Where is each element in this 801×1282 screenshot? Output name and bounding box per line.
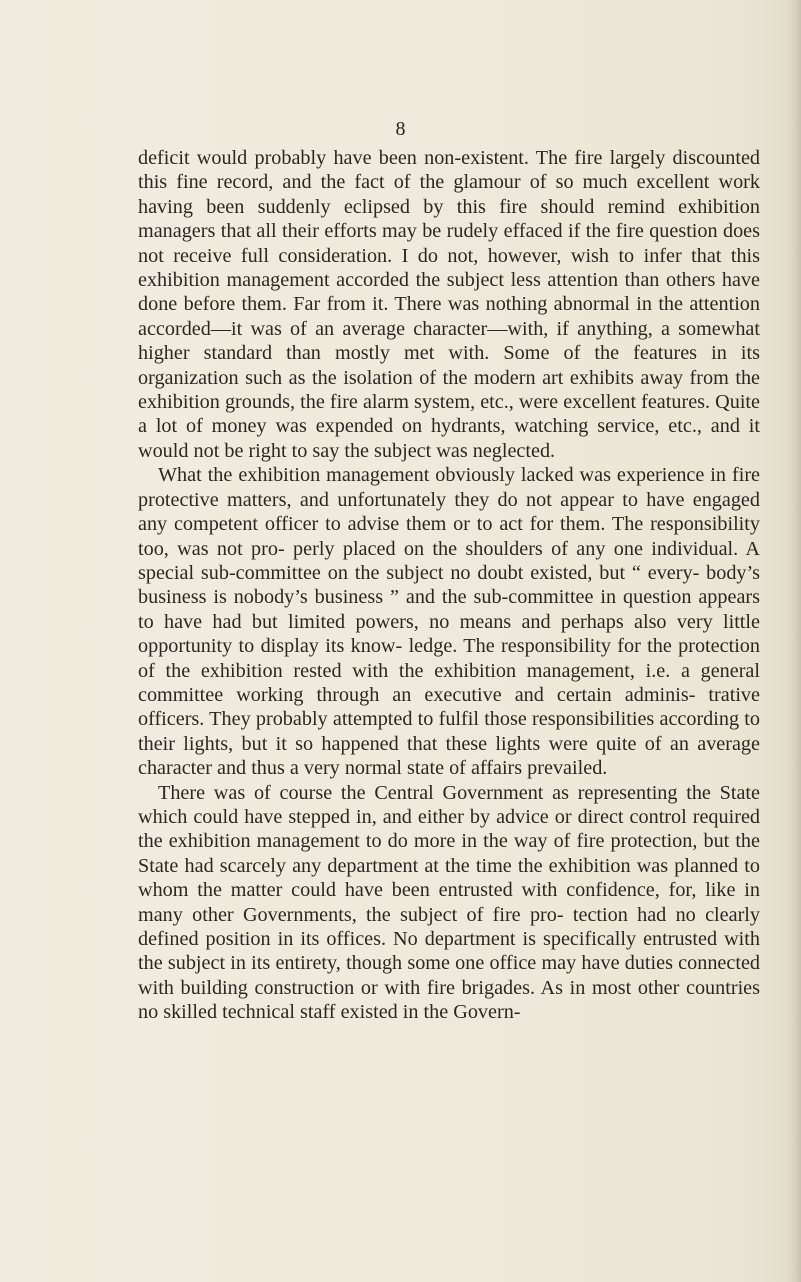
- page-edge-shadow: [787, 0, 801, 1282]
- page-number: 8: [395, 118, 406, 140]
- body-text: [138, 146, 760, 1025]
- paragraph-3: There was of course the Central Government as representing the State which could have stepped in, and either by advice or direct control required the exhibition management to do more in the way of fire protection, but the State had scarcely any department at the time the exhibition was planned to whom the matter could have been entrusted with confidence, for, like in many other Governments, the subject of fire pro- tection had no clearly defined position in its offices. No department is specifically entrusted with the subject in its entirety, though some one office may have duties connected with building construction or with fire brigades. As in most other countries no skilled technical staff existed in the Govern-: [138, 781, 760, 1024]
- paragraph-1: deficit would probably have been non-existent. The fire largely discounted this fine record, and the fact of the glamour of so much excellent work having been suddenly eclipsed by this fire should remind exhibition managers that all their efforts may be rudely effaced if the fire question does not receive full consideration. I do not, however, wish to infer that this exhibition management accorded the subject less attention than others have done before them. Far from it. There was nothing abnormal in the attention accorded—it was of an average character—with, if anything, a somewhat higher standard than mostly met with. Some of the features in its organization such as the isolation of the modern art exhibits away from the exhibition grounds, the fire alarm system, etc., were excellent features. Quite a lot of money was expended on hydrants, watching service, etc., and it would not be right to say the subject was neglected.: [138, 147, 760, 462]
- paragraph-2: What the exhibition management obviously lacked was experience in fire protective matters, and unfortunately they do not appear to have engaged any competent officer to advise them or to act for them. The responsibility too, was not pro- perly placed on the shoulders of any one individual. A special sub-committee on the subject no doubt existed, but “ every- body’s business is nobody’s business ” and the sub-committee in question appears to have had but limited powers, no means and perhaps also very little opportunity to display its know- ledge. The responsibility for the protection of the exhibition rested with the exhibition management, i.e. a general committee working through an executive and certain adminis- trative officers. They probably attempted to fulfil those responsibilities according to their lights, but it so happened that these lights were quite of an average character and thus a very normal state of affairs prevailed.: [138, 464, 760, 780]
